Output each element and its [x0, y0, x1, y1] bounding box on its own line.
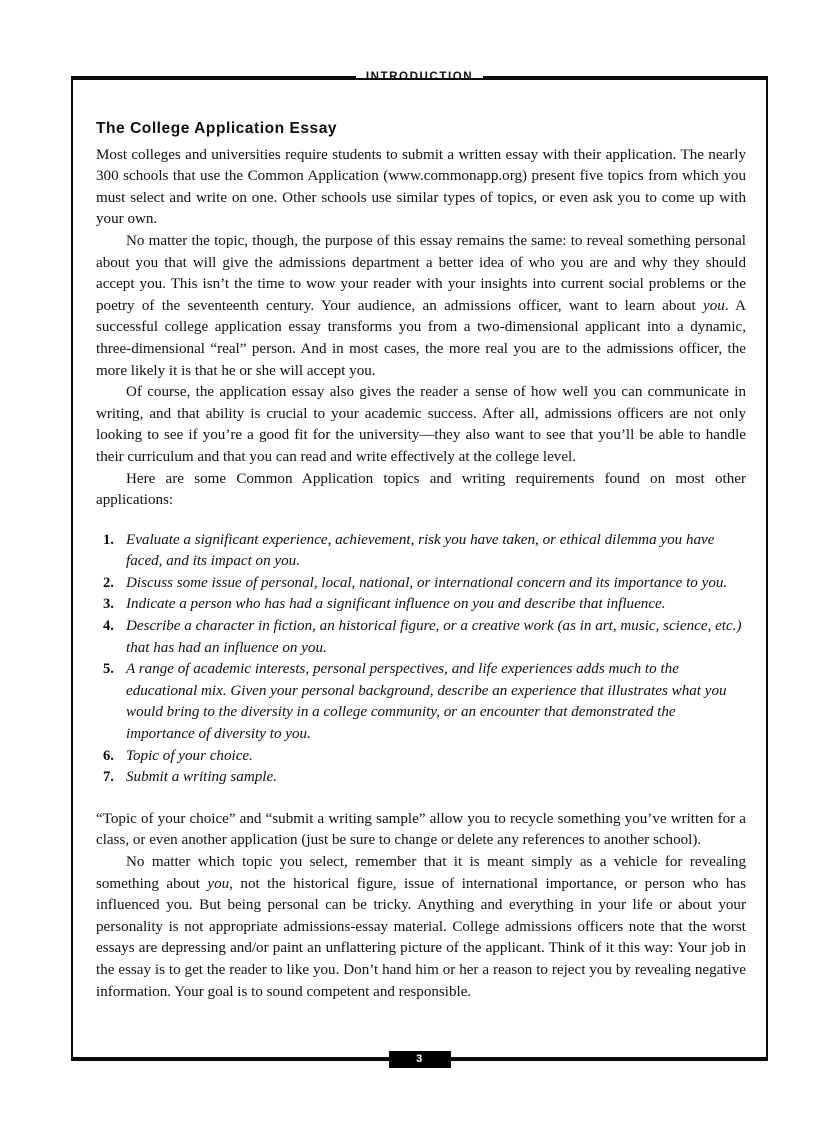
footer-rule-right — [451, 1058, 769, 1061]
emphasis-you-1: you — [703, 297, 725, 314]
footer-rule-left — [71, 1058, 389, 1061]
list-item: Discuss some issue of personal, local, national, or international concern and its importance to you. — [126, 574, 728, 591]
list-item: Topic of your choice. — [126, 747, 253, 764]
page-content — [96, 120, 746, 1003]
emphasis-you-2: you — [207, 875, 230, 892]
page-footer — [71, 1050, 768, 1068]
list-item: Describe a character in fiction, an historical figure, or a creative work (as in art, music, science, etc.) that has had an influence on you. — [126, 618, 742, 656]
list-item: Submit a writing sample. — [126, 769, 277, 786]
paragraph-communication: Of course, the application essay also gives the reader a sense of how well you can communicate in writing, and that ability is crucial to your academic success. After all, admissions officers are not only looking to see if you’re a good fit for the university—they also want to see that you’ll be able to handle their curriculum and that you can read and write effectively at the college level. — [96, 384, 746, 465]
paragraph-recycle: “Topic of your choice” and “submit a writing sample” allow you to recycle something you’ve written for a class, or even another application (just be sure to change or delete any references to another school). — [96, 810, 746, 849]
paragraph-purpose-part2: . A successful college application essay transforms you from a two-dimensional applicant into a dynamic, three-dimensional “real” person. And in most cases, the more real you are to the admissions officer, the more likely it is that he or she will accept you. — [96, 297, 746, 379]
list-item: Evaluate a significant experience, achievement, risk you have taken, or ethical dilemma you have faced, and its impact on you. — [126, 531, 715, 570]
topic-list — [96, 530, 746, 789]
list-item: Indicate a person who has had a significant influence on you and describe that influence. — [126, 596, 666, 613]
paragraph-purpose — [96, 231, 746, 382]
page-title: The College Application Essay — [96, 120, 338, 137]
paragraph-vehicle — [96, 852, 746, 1003]
paragraph-vehicle-part1: No matter which topic you select, remember that it is meant simply as a vehicle for revealing something about — [96, 854, 746, 892]
paragraph-purpose-part1: No matter the topic, though, the purpose of this essay remains the same: to reveal something personal about you that will give the admissions department a better idea of who you are and why they should accept you. This isn’t the time to wow your reader with your insights into current social problems or the poetry of the seventeenth century. Your audience, an admissions officer, want to learn about — [96, 232, 746, 314]
page-number-badge: 3 — [389, 1051, 451, 1068]
paragraph-vehicle-part2: , not the historical figure, issue of international importance, or person who has influenced you. But being personal can be tricky. Anything and everything in your life or about your personality is not appropriate admissions-essay material. College admissions officers note that the worst essays are depressing and/or paint an unflattering picture of the applicant. Think of it this way: Your job in the essay is to get the reader to like you. Don’t hand him or her a reason to reject you by revealing negative information. Your goal is to sound competent and responsible. — [96, 875, 746, 1000]
closing-paragraphs — [96, 809, 746, 1003]
list-item: A range of academic interests, personal perspectives, and life experiences adds much to the educational mix. Given your personal background, describe an experience that illustrates what you would bring to the diversity in a college community, or an encounter that demonstrated the importance of diversity to you. — [126, 661, 727, 743]
paragraph-intro: Most colleges and universities require students to submit a written essay with their application. The nearly 300 schools that use the Common Application (www.commonapp.org) present five topics from which you must select and write on one. Other schools use similar types of topics, or even ask you to come up with your own. — [96, 146, 746, 228]
paragraph-list-lead-in: Here are some Common Application topics and writing requirements found on most other applications: — [96, 470, 746, 509]
